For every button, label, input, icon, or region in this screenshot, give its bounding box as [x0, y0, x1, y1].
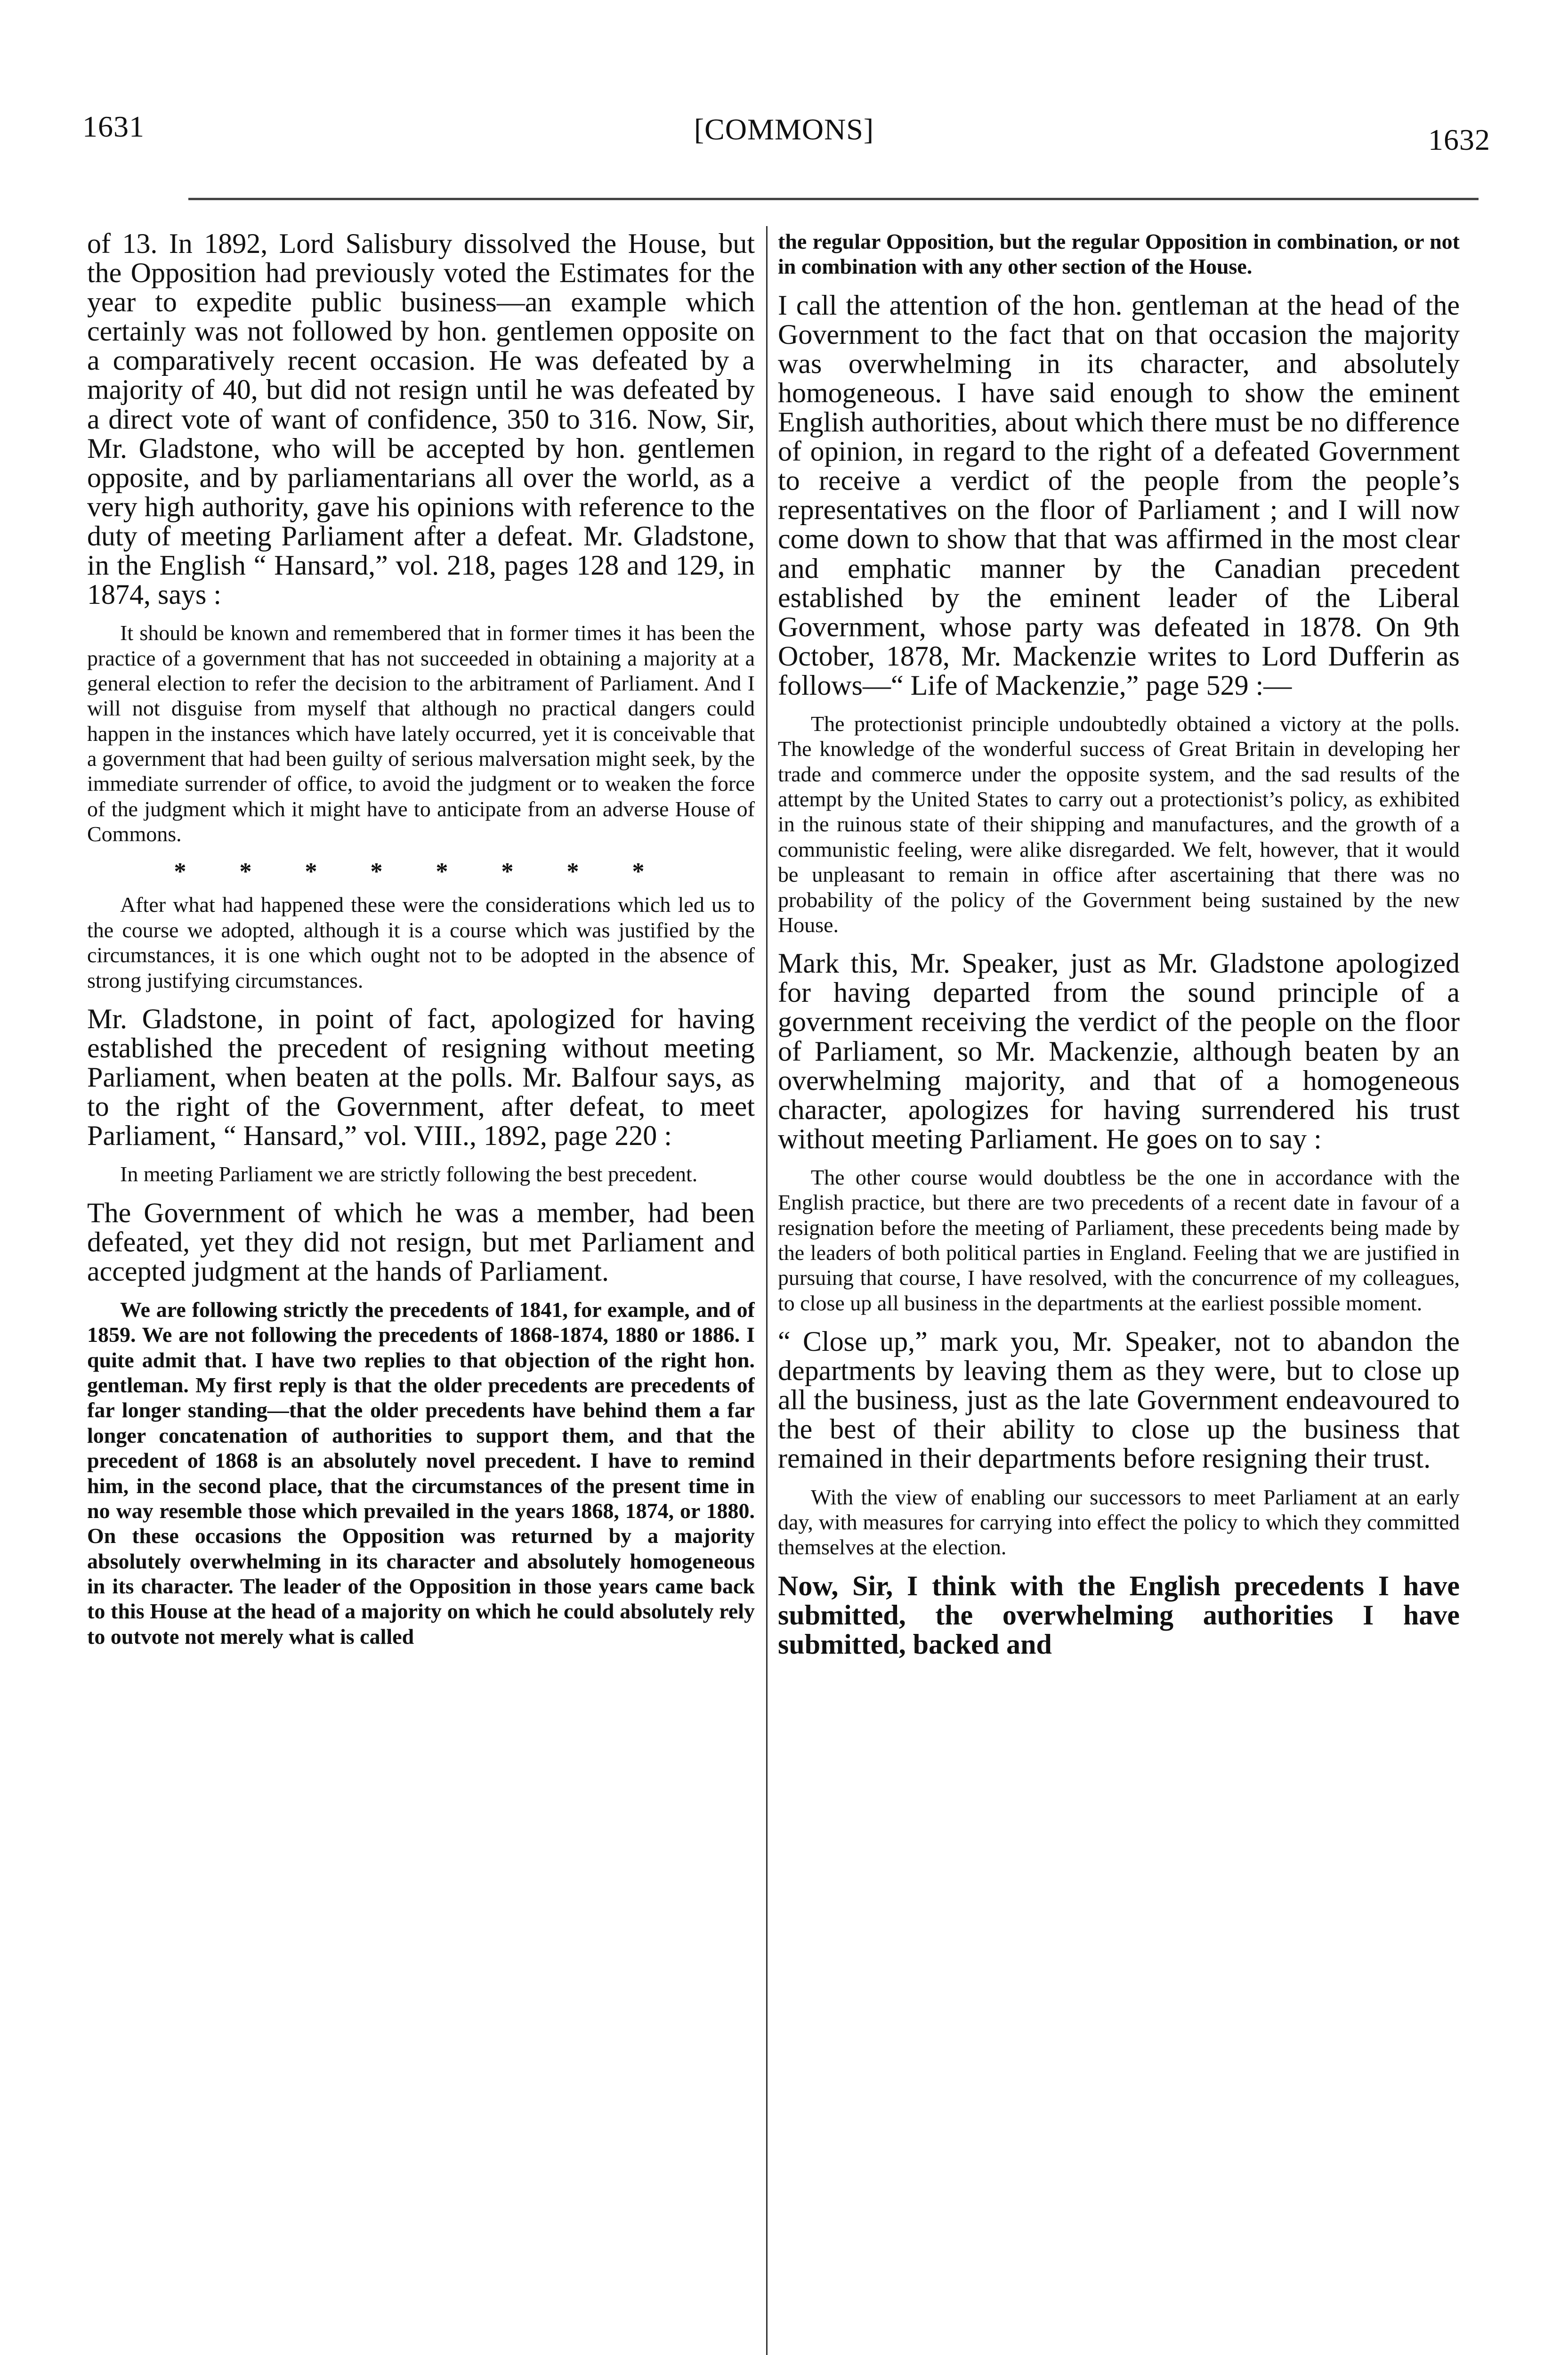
running-title: [COMMONS]: [694, 113, 874, 146]
page-header: [0, 0, 1568, 198]
right-column: [778, 229, 1460, 2355]
column-divider: [766, 226, 768, 2355]
right-page-number: 1632: [1428, 123, 1490, 156]
left-paragraph-2: Mr. Gladstone, in point of fact, apologized for having established the precedent of resigning without meeting Parliament, when beaten at the polls. Mr. Balfour says, as to the right of the Government, after defeat, to meet Parliament, “ Hansard,” vol. VIII., 1892, page 220 :: [87, 1003, 755, 1152]
left-paragraph-1: of 13. In 1892, Lord Salisbury dissolved the House, but the Opposition had previously voted the Estimates for the year to expedite public business—an example which certainly was not followed by hon. gentlemen opposite on a comparatively recent occasion. He was defeated by a majority of 40, but did not resign until he was defeated by a direct vote of want of confidence, 350 to 316. Now, Sir, Mr. Gladstone, who will be accepted by hon. gentlemen opposite, and by parliamentarians all over the world, as a very high authority, gave his opinions with reference to the duty of meeting Parliament after a defeat. Mr. Gladstone, in the English “ Hansard,” vol. 218, pages 128 and 129, in 1874, says :: [87, 229, 755, 610]
right-paragraph-1: I call the attention of the hon. gentleman at the head of the Government to the fact that on that occasion the majority was overwhelming in its character, and absolutely homogeneous. I have said enough to show the eminent English authorities, about which there must be no difference of opinion, in regard to the right of a defeated Government to receive a verdict of the people from the people’s representatives on the floor of Parliament ; and I will now come down to show that that was affirmed in the most clear and emphatic manner by the Canadian precedent established by the eminent leader of the Liberal Government, whose party was defeated in 1878. On 9th October, 1878, Mr. Mackenzie writes to Lord Dufferin as follows—“ Life of Mackenzie,” page 529 :—: [778, 289, 1460, 701]
right-paragraph-4: Now, Sir, I think with the English precedents I have submitted, the overwhelming authorities I have submitted, backed and: [778, 1570, 1460, 1660]
right-quote-mackenzie: The protectionist principle undoubtedly obtained a victory at the polls. The knowledge of the wonderful success of Great Britain in developing her trade and commerce under the opposite system, and the sad results of the attempt by the United States to carry out a protectionist’s policy, as exhibited in the ruinous state of their shipping and manufactures, and the growth of a communistic feeling, were alike disregarded. We felt, however, that it would be unpleasant to remain in office after ascertaining that there was no probability of the policy of the Government being sustained by the new House.: [778, 712, 1460, 937]
right-quote-continuation: the regular Opposition, but the regular Opposition in combination, or not in combination with any other section of the House.: [778, 229, 1460, 279]
left-quote-gladstone-cont: After what had happened these were the considerations which led us to the course we adopted, although it is a course which was justified by the circumstances, it is one which ought not to be adopted in the absence of strong justifying circumstances.: [87, 893, 755, 992]
left-quote-balfour: In meeting Parliament we are strictly following the best precedent.: [120, 1162, 698, 1186]
right-paragraph-2: Mark this, Mr. Speaker, just as Mr. Gladstone apologized for having departed from the sound principle of a government receiving the verdict of the people on the floor of Parliament, so Mr. Mackenzie, although beaten by an overwhelming majority, and that of a homogeneous character, apologizes for having surrendered his trust without meeting Parliament. He goes on to say :: [778, 948, 1460, 1154]
header-rule: [188, 198, 1479, 200]
right-quote-mackenzie-cont: The other course would doubtless be the one in accordance with the English practice, but there are two precedents of a recent date in favour of a resignation before the meeting of Parliament, these precedents being made by the leaders of both political parties in England. Feeling that we are justified in pursuing that course, I have resolved, with the concurrence of my colleagues, to close up all business in the departments at the earliest possible moment.: [778, 1165, 1460, 1315]
left-paragraph-3: The Government of which he was a member, had been defeated, yet they did not resign, but met Parliament and accepted judgment at the hands of Parliament.: [87, 1197, 755, 1287]
ellipsis-asterisks: * * * * * * * *: [174, 858, 668, 885]
left-page-number: 1631: [82, 110, 145, 143]
left-quote-balfour-cont: We are following strictly the precedents of 1841, for example, and of 1859. We are not following the precedents of 1868-1874, 1880 or 1886. I quite admit that. I have two replies to that objection of the right hon. gentleman. My first reply is that the older precedents are precedents of far longer standing—that the older precedents have behind them a far longer concatenation of authorities to support them, and that the precedent of 1868 is an absolutely novel precedent. I have to remind him, in the second place, that the circumstances of the present time in no way resemble those which prevailed in the years 1868, 1874, or 1880. On these occasions the Opposition was returned by a majority absolutely overwhelming in its character and absolutely homogeneous in its character. The leader of the Opposition in those years came back to this House at the head of a majority on which he could absolutely rely to outvote not merely what is called: [87, 1298, 755, 1648]
left-quote-gladstone: It should be known and remembered that in former times it has been the practice of a government that has not succeeded in obtaining a majority at a general election to refer the decision to the arbitrament of Parliament. And I will not disguise from myself that although no practical dangers could happen in the instances which have lately occurred, yet it is conceivable that a government that had been guilty of serious malversation might seek, by the immediate surrender of office, to avoid the judgment or to weaken the force of the judgment which it might have to anticipate from an adverse House of Commons.: [87, 621, 755, 846]
right-quote-mackenzie-end: With the view of enabling our successors to meet Parliament at an early day, with measures for carrying into effect the policy to which they committed themselves at the election.: [778, 1485, 1460, 1559]
left-column: [87, 229, 755, 2355]
right-paragraph-3: “ Close up,” mark you, Mr. Speaker, not to abandon the departments by leaving them as they were, but to close up all the business, just as the late Government endeavoured to the best of their ability to close up the business that remained in their departments before resigning their trust.: [778, 1326, 1460, 1474]
